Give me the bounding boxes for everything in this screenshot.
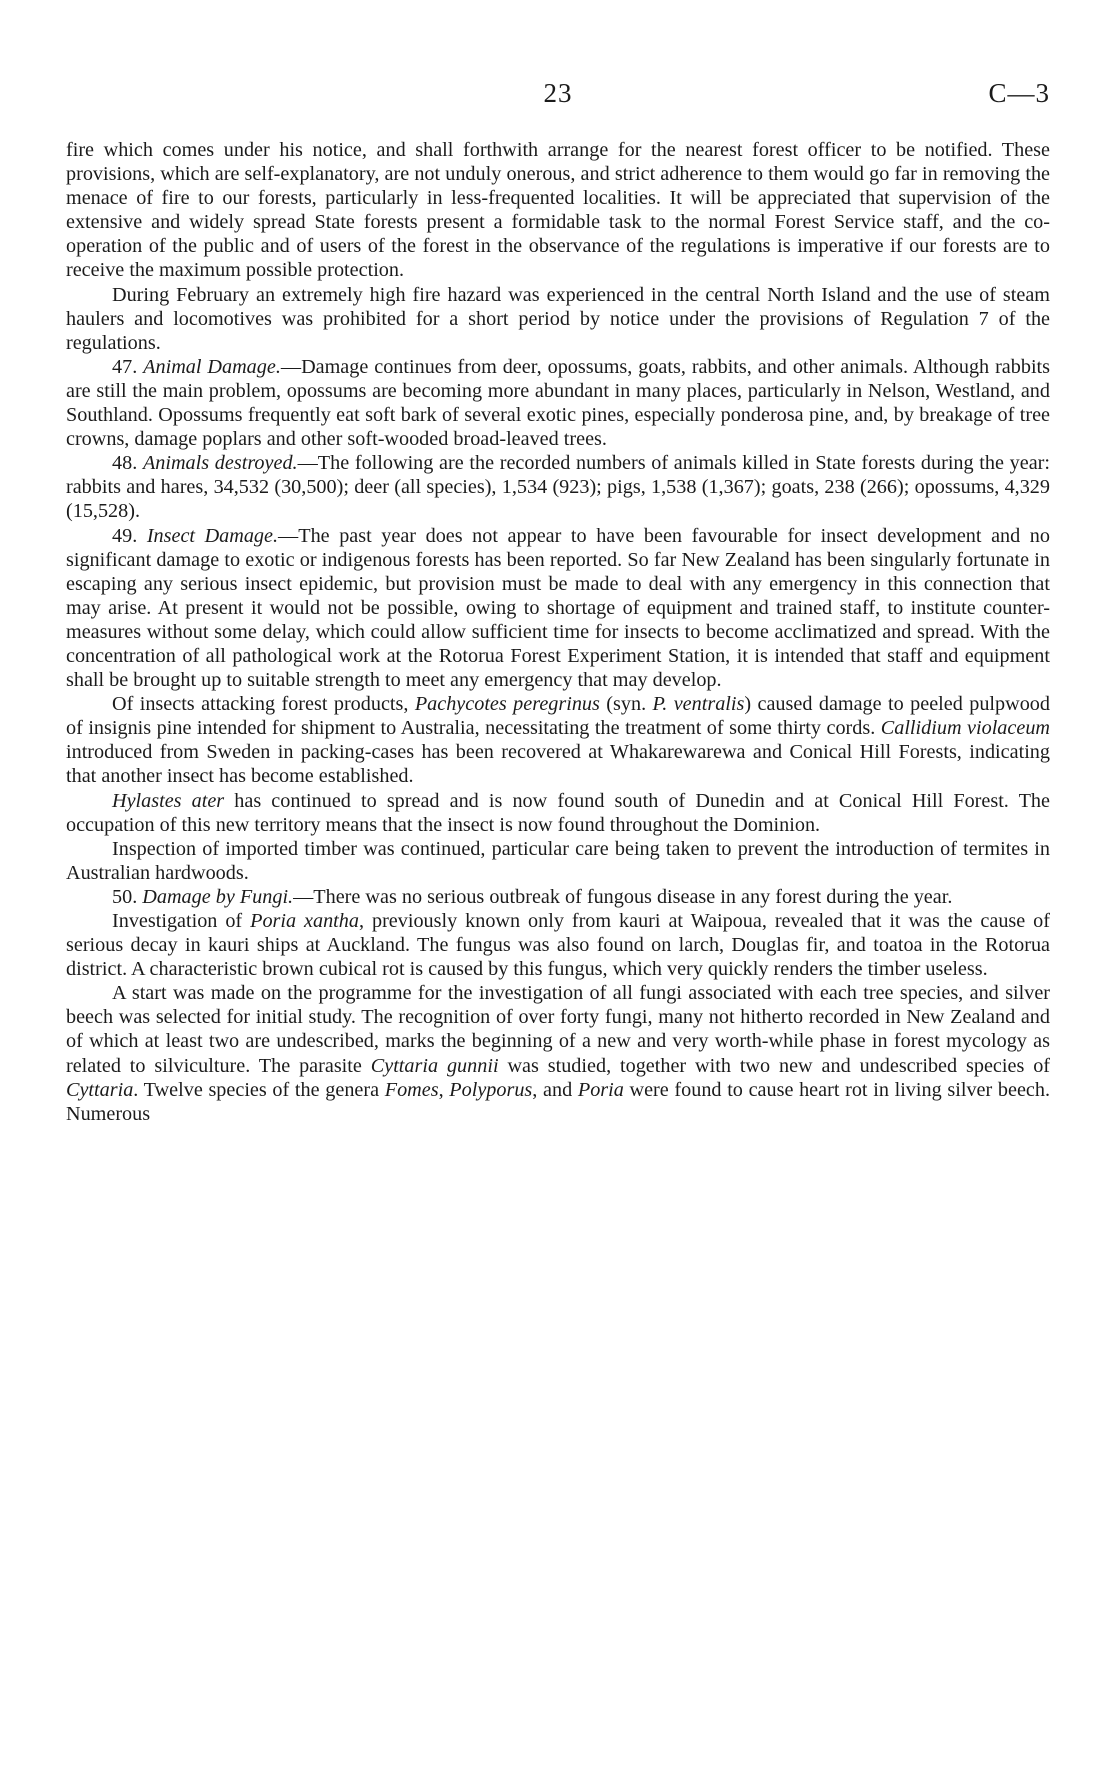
- section-47: [66, 355, 1050, 451]
- species-name: P. ventralis: [652, 693, 745, 716]
- paragraph-forest-products-insects: [66, 692, 1050, 788]
- paragraph-text: —Damage continues from deer, opossums, goats, rabbits, and other animals. Although rabbits are still the main problem, opossums are becoming more abundant in many places, particularly in Nelson, Westland, and Southland. Opossums frequently eat soft bark of several exotic pines, especially ponderosa pine, and, by breakage of tree crowns, damage poplars and other soft-wooded broad-leaved trees.: [66, 355, 1051, 451]
- text-run: ) caused damage to peeled pulpwood of insignis pine intended for shipment to Australia, necessitating the treatment of some thirty cords.: [66, 693, 1050, 740]
- section-number: 49.: [112, 524, 138, 547]
- paragraph-text: fire which comes under his notice, and shall forthwith arrange for the nearest forest officer to be notified. These provisions, which are self-explanatory, are not unduly onerous, and strict adherence to them would go far in removing the menace of fire to our forests, particularly in less-frequented localities. It will be appreciated that supervision of the extensive and widely spread State forests present a formidable task to the normal Forest Service staff, and the co-operation of the public and of users of the forest in the observance of the regulations is imperative if our forests are to receive the maximum possible protection.: [66, 139, 1050, 282]
- genus-name: Poria: [577, 1078, 624, 1101]
- genus-name: Fomes: [384, 1078, 439, 1101]
- text-run: ,: [438, 1078, 450, 1101]
- page-number: 23: [543, 78, 573, 108]
- text-run: Of insects attacking forest products,: [112, 693, 415, 716]
- text-run: introduced from Sweden in packing-cases has been recovered at Whakarewarewa and Conical Hill Forests, indicating that another insect has become established.: [66, 741, 1050, 788]
- text-run: has continued to spread and is now found south of Dunedin and at Conical Hill Forest. The occupation of this new territory means that the insect is now found throughout the Dominion.: [66, 789, 1050, 836]
- section-50: [66, 885, 1050, 909]
- species-name: Cyttaria: [66, 1078, 134, 1101]
- section-title: Animal Damage.: [143, 355, 281, 378]
- text-run: . Twelve species of the genera: [133, 1078, 385, 1101]
- paragraph-text: During February an extremely high fire hazard was experienced in the central North Island and the use of steam haulers and locomotives was prohibited for a short period by notice under the provisions of Regulation 7 of the regulations.: [66, 283, 1050, 354]
- genus-name: Polyporus: [449, 1078, 533, 1101]
- paragraph-poria-xantha: [66, 909, 1050, 981]
- page-header: [66, 78, 1050, 114]
- paragraph-text: —There was no serious outbreak of fungous disease in any forest during the year.: [293, 885, 953, 908]
- body-text: [66, 138, 1050, 1126]
- species-name: Cyttaria gunnii: [370, 1054, 499, 1077]
- text-run: (syn.: [599, 693, 653, 716]
- paragraph-text: —The following are the recorded numbers of animals killed in State forests during the year: rabbits and hares, 34,532 (30,500); deer (all species), 1,534 (923); pigs, 1,538 (1,367); goats, 238 (266); opossums, 4,329 (15,528).: [66, 452, 1051, 523]
- section-number: 47.: [112, 355, 138, 378]
- document-code: C—3: [988, 78, 1050, 108]
- paragraph-fire-hazard: [66, 283, 1050, 355]
- text-run: were found to cause heart rot in living silver beech. Numerous: [66, 1078, 1051, 1125]
- section-title: Animals destroyed.: [142, 452, 298, 475]
- paragraph-hylastes: [66, 789, 1050, 837]
- section-number: 50.: [112, 885, 138, 908]
- species-name: Pachycotes peregrinus: [414, 693, 600, 716]
- text-run: Investigation of: [112, 910, 251, 932]
- text-run: , previously known only from kauri at Waipoua, revealed that it was the cause of serious decay in kauri ships at Auckland. The fungus was also found on larch, Douglas fir, and toatoa in the Rotorua district. A characteristic brown cubical rot is caused by this fungus, which very quickly renders the timber useless.: [66, 910, 1050, 981]
- section-title: Damage by Fungi.: [142, 885, 294, 908]
- text-run: A start was made on the programme for the investigation of all fungi associated with each tree species, and silver beech was selected for initial study. The recognition of over forty fungi, many not hitherto recorded in New Zealand and of which at least two are undescribed, marks the beginning of a new and very worth-while phase in forest mycology as related to silviculture. The parasite: [66, 982, 1050, 1077]
- text-run: , and: [532, 1078, 578, 1101]
- species-name: Poria xantha: [250, 910, 359, 932]
- section-48: [66, 451, 1050, 523]
- section-title: Insect Damage.: [146, 524, 279, 547]
- species-name: Hylastes ater: [112, 789, 225, 812]
- paragraph-continuation: [66, 138, 1050, 283]
- text-run: was studied, together with two new and undescribed species of: [498, 1054, 1051, 1077]
- paragraph-text: —The past year does not appear to have been favourable for insect development and no significant damage to exotic or indigenous forests has been reported. So far New Zealand has been singularly fortunate in escaping any serious insect epidemic, but provision must be made to deal with any emergency in this connection that may arise. At present it would not be possible, owing to shortage of equipment and trained staff, to institute counter-measures without some delay, which could allow sufficient time for insects to become acclimatized and spread. With the concentration of all pathological work at the Rotorua Forest Experiment Station, it is intended that staff and equipment shall be brought up to suitable strength to meet any emergency that may develop.: [66, 524, 1050, 692]
- paragraph-fungi-programme: [66, 981, 1050, 1126]
- section-49: [66, 524, 1050, 693]
- species-name: Callidium violaceum: [880, 717, 1050, 740]
- section-number: 48.: [112, 452, 138, 475]
- paragraph-text: Inspection of imported timber was continued, particular care being taken to prevent the introduction of termites in Australian hardwoods.: [66, 837, 1050, 884]
- paragraph-timber-inspection: [66, 837, 1050, 885]
